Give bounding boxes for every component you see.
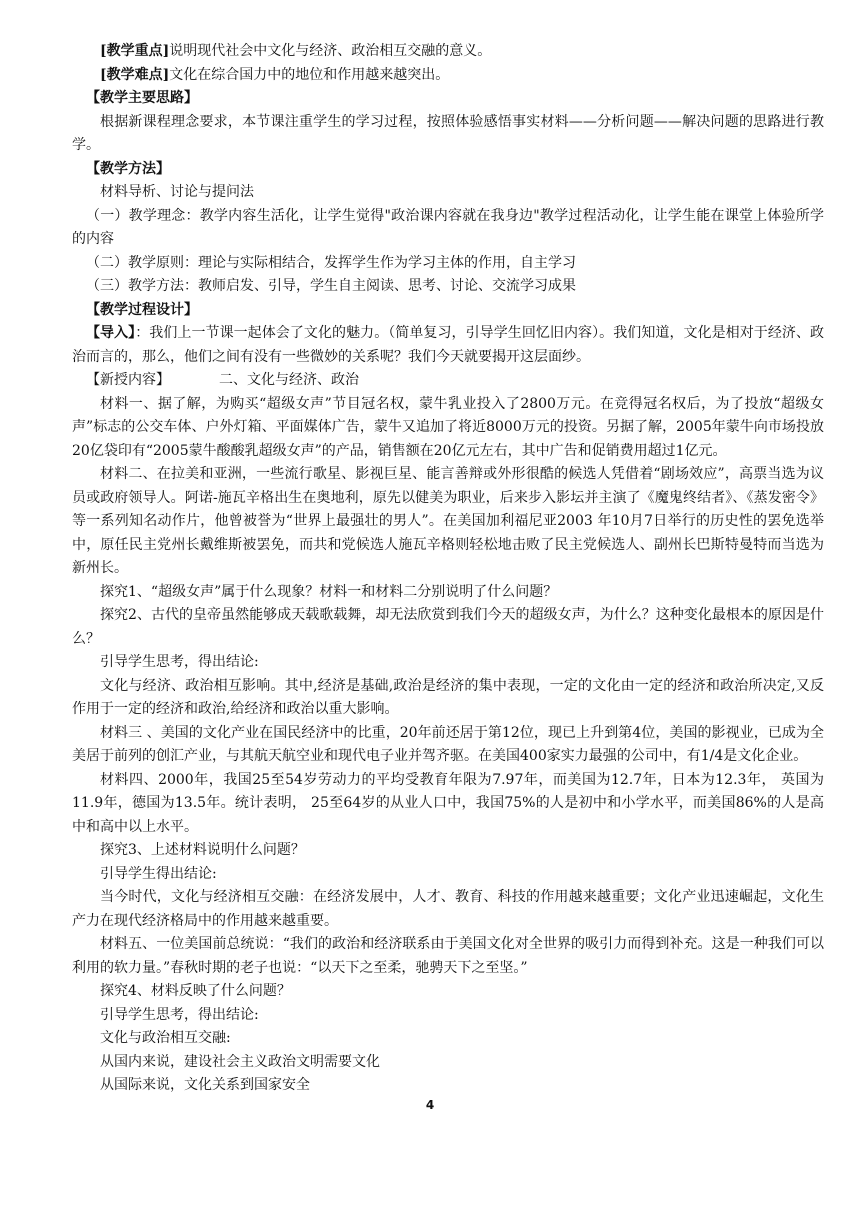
explore-3: 探究3、上述材料说明什么问题？ bbox=[100, 842, 305, 858]
idea-text: 根据新课程理念要求，本节课注重学生的学习过程，按照体验感悟事实材料——分析问题——解决问题的思路进行教学。 bbox=[72, 113, 824, 153]
material-4: 材料四、2000年，我国25至54岁劳动力的平均受教育年限为7.97年，而美国为12.7年，日本为12.3年， 英国为11.9年，德国为13.5年。统计表明， 25至64岁的从业人口中，我国75%的人是初中和小学水平，而美国86%的人是高中和高中以上水平。 bbox=[72, 771, 824, 835]
explore-2: 探究2、古代的皇帝虽然能够成天载歌载舞，却无法欣赏到我们今天的超级女声，为什么？这种变化最根本的原因是什么？ bbox=[72, 607, 824, 647]
method-item-2: （二）教学原则：理论与实际相结合，发挥学生作为学习主体的作用，自主学习 bbox=[86, 254, 576, 271]
teaching-difficulty: [教学难点]文化在综合国力中的地位和作用越来越突出。 bbox=[100, 66, 450, 83]
document-body bbox=[72, 40, 824, 1098]
new-content-heading: 【新授内容】 二、文化与经济、政治 bbox=[86, 372, 359, 388]
material-1: 材料一、据了解，为购买“超级女声”节目冠名权，蒙牛乳业投入了2800万元。在竞得冠名权后，为了投放“超级女声”标志的公交车体、户外灯箱、平面媒体广告，蒙牛又追加了将近8000万元的投资。另据了解，2005年蒙牛向市场投放20亿袋印有“2005蒙牛酸酸乳超级女声”的产品，销售额在20亿元左右，其中广告和促销费用超过1亿元。 bbox=[72, 395, 824, 459]
conclusion-2: 当今时代，文化与经济相互交融：在经济发展中，人才、教育、科技的作用越来越重要；文化产业迅速崛起，文化生产力在现代经济格局中的作用越来越重要。 bbox=[72, 889, 824, 929]
guide-3: 引导学生思考，得出结论: bbox=[100, 1006, 259, 1023]
page-number: 4 bbox=[425, 1098, 435, 1112]
material-2: 材料二、在拉美和亚洲，一些流行歌星、影视巨星、能言善辩或外形很酷的候选人凭借着“剧场效应”，高票当选为议员或政府领导人。阿诺-施瓦辛格出生在奥地利，原先以健美为职业，后来步入影坛并主演了《魔鬼终结者》、《蒸发密令》等一系列知名动作片，他曾被誉为“世界上最强壮的男人”。在美国加利福尼亚2003 年10月7日举行的历史性的罢免选举中，原任民主党州长戴维斯被罢免，而共和党候选人施瓦辛格则轻松地击败了民主党候选人、副州长巴斯特曼特而当选为新州长。 bbox=[72, 466, 824, 576]
method-item-3: （三）教学方法：教师启发、引导，学生自主阅读、思考、讨论、交流学习成果 bbox=[86, 278, 576, 294]
method-text: 材料导析、讨论与提问法 bbox=[100, 184, 254, 200]
conclusion-3c: 从国际来说，文化关系到国家安全 bbox=[100, 1077, 310, 1093]
material-3: 材料三 、美国的文化产业在国民经济中的比重，20年前还居于第12位，现已上升到第4位，美国的影视业，已成为全美居于前列的创汇产业，与其航天航空业和现代电子业并驾齐驱。在美国400家实力最强的公司中，有1/4是文化企业。 bbox=[72, 724, 824, 764]
explore-1: 探究1、“超级女声”属于什么现象？材料一和材料二分别说明了什么问题？ bbox=[100, 583, 558, 600]
conclusion-3b: 从国内来说，建设社会主义政治文明需要文化 bbox=[100, 1053, 380, 1070]
conclusion-3a: 文化与政治相互交融: bbox=[100, 1030, 231, 1046]
material-5: 材料五、一位美国前总统说：“我们的政治和经济联系由于美国文化对全世界的吸引力而得到补充。这是一种我们可以利用的软力量。”春秋时期的老子也说：“以天下之至柔，驰骋天下之至坚。” bbox=[72, 936, 824, 976]
explore-4: 探究4、材料反映了什么问题？ bbox=[100, 983, 291, 999]
method-item-1: （一）教学理念：教学内容生活化，让学生觉得"政治课内容就在我身边"教学过程活动化，让学生能在课堂上体验所学的内容 bbox=[72, 207, 824, 247]
intro-paragraph: 【导入】：我们上一节课一起体会了文化的魅力。（简单复习，引导学生回忆旧内容）。我们知道，文化是相对于经济、政治而言的，那么，他们之间有没有一些微妙的关系呢？我们今天就要揭开这层面纱。 bbox=[72, 325, 825, 365]
conclusion-1: 文化与经济、政治相互影响。其中,经济是基础,政治是经济的集中表现，一定的文化由一定的经济和政治所决定,又反作用于一定的经济和政治,给经济和政治以重大影响。 bbox=[72, 677, 824, 717]
idea-heading: 【教学主要思路】 bbox=[86, 90, 198, 106]
teaching-focus: [教学重点]说明现代社会中文化与经济、政治相互交融的意义。 bbox=[100, 43, 492, 59]
method-heading: 【教学方法】 bbox=[86, 160, 170, 177]
process-heading: 【教学过程设计】 bbox=[86, 301, 198, 318]
guide-1: 引导学生思考，得出结论: bbox=[100, 654, 259, 670]
guide-2: 引导学生得出结论: bbox=[100, 865, 217, 882]
